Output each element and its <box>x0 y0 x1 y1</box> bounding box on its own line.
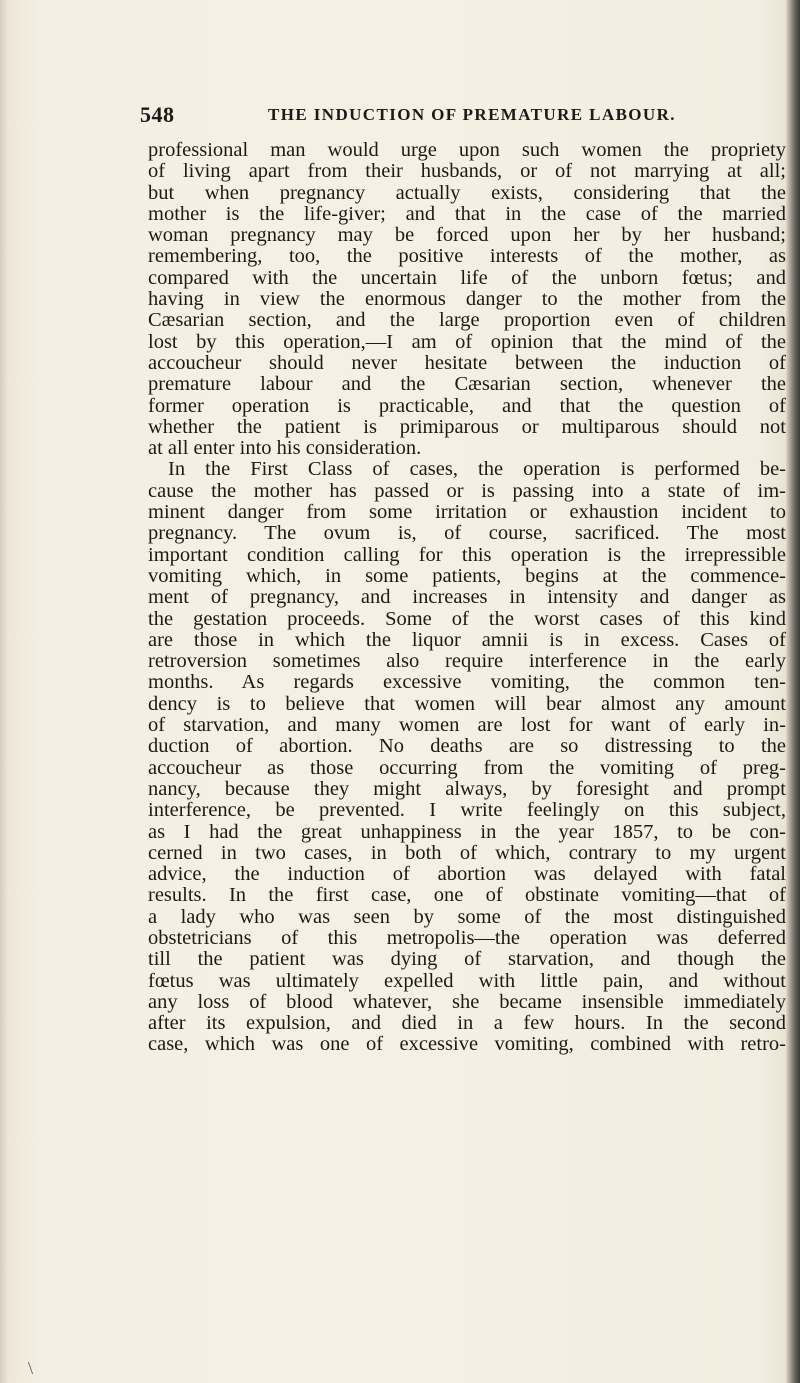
running-head <box>140 102 786 132</box>
text-line: interference, be prevented. I write feelingly on this subject, <box>148 800 786 822</box>
text-line: vomiting which, in some patients, begins at the commence- <box>148 565 786 587</box>
text-line: duction of abortion. No deaths are so distressing to the <box>148 736 786 758</box>
text-line: In the First Class of cases, the operation is performed be- <box>168 459 786 481</box>
text-line: obstetricians of this metropolis—the operation was deferred <box>148 927 786 949</box>
page-gutter-shadow <box>786 0 800 1383</box>
text-line: Cæsarian section, and the large proportion even of children <box>148 310 786 332</box>
text-line: premature labour and the Cæsarian section, whenever the <box>148 374 786 396</box>
text-line: after its expulsion, and died in a few hours. In the second <box>148 1013 786 1035</box>
text-line: the gestation proceeds. Some of the worst cases of this kind <box>148 608 786 630</box>
text-line: mother is the life-giver; and that in the case of the married <box>148 203 786 225</box>
text-line: of starvation, and many women are lost for want of early in- <box>148 715 786 737</box>
text-line: dency is to believe that women will bear almost any amount <box>148 693 786 715</box>
text-line: woman pregnancy may be forced upon her by her husband; <box>148 225 786 247</box>
text-line: case, which was one of excessive vomiting, combined with retro- <box>148 1034 786 1056</box>
text-line: but when pregnancy actually exists, considering that the <box>148 182 786 204</box>
running-title: THE INDUCTION OF PREMATURE LABOUR. <box>268 105 676 124</box>
text-line: accoucheur as those occurring from the vomiting of preg- <box>148 757 786 779</box>
text-line: as I had the great unhappiness in the year 1857, to be con- <box>148 821 786 843</box>
text-line: cerned in two cases, in both of which, contrary to my urgent <box>148 842 786 864</box>
text-line: advice, the induction of abortion was delayed with fatal <box>148 864 786 886</box>
text-line: important condition calling for this operation is the irrepressible <box>148 544 786 566</box>
text-line: minent danger from some irritation or exhaustion incident to <box>148 502 786 524</box>
text-line: professional man would urge upon such women the propriety <box>148 140 786 161</box>
text-line: of living apart from their husbands, or of not marrying at all; <box>148 161 786 183</box>
margin-mark: \ <box>28 1358 34 1378</box>
text-line: cause the mother has passed or is passing into a state of im- <box>148 480 786 502</box>
text-line: months. As regards excessive vomiting, the common ten- <box>148 672 786 694</box>
text-line: a lady who was seen by some of the most distinguished <box>148 906 786 928</box>
text-line: former operation is practicable, and that the question of <box>148 395 786 417</box>
text-line: ment of pregnancy, and increases in intensity and danger as <box>148 587 786 609</box>
text-line: lost by this operation,—I am of opinion that the mind of the <box>148 331 786 353</box>
text-line: at all enter into his consideration. <box>148 438 422 460</box>
text-line: are those in which the liquor amnii is in excess. Cases of <box>148 629 786 651</box>
text-line: pregnancy. The ovum is, of course, sacrificed. The most <box>148 523 786 545</box>
page-number: 548 <box>140 102 175 127</box>
text-line: having in view the enormous danger to the mother from the <box>148 289 786 311</box>
text-line: remembering, too, the positive interests of the mother, as <box>148 246 786 268</box>
text-line: any loss of blood whatever, she became insensible immediately <box>148 991 786 1013</box>
page-left-edge <box>0 0 8 1383</box>
body-text <box>148 140 786 1056</box>
text-line: nancy, because they might always, by foresight and prompt <box>148 778 786 800</box>
text-line: whether the patient is primiparous or multiparous should not <box>148 416 786 438</box>
text-line: compared with the uncertain life of the unborn fœtus; and <box>148 267 786 289</box>
text-line: fœtus was ultimately expelled with little pain, and without <box>148 970 786 992</box>
text-line: accoucheur should never hesitate between the induction of <box>148 352 786 374</box>
text-line: retroversion sometimes also require interference in the early <box>148 651 786 673</box>
text-line: till the patient was dying of starvation, and though the <box>148 949 786 971</box>
text-line: results. In the first case, one of obstinate vomiting—that of <box>148 885 786 907</box>
